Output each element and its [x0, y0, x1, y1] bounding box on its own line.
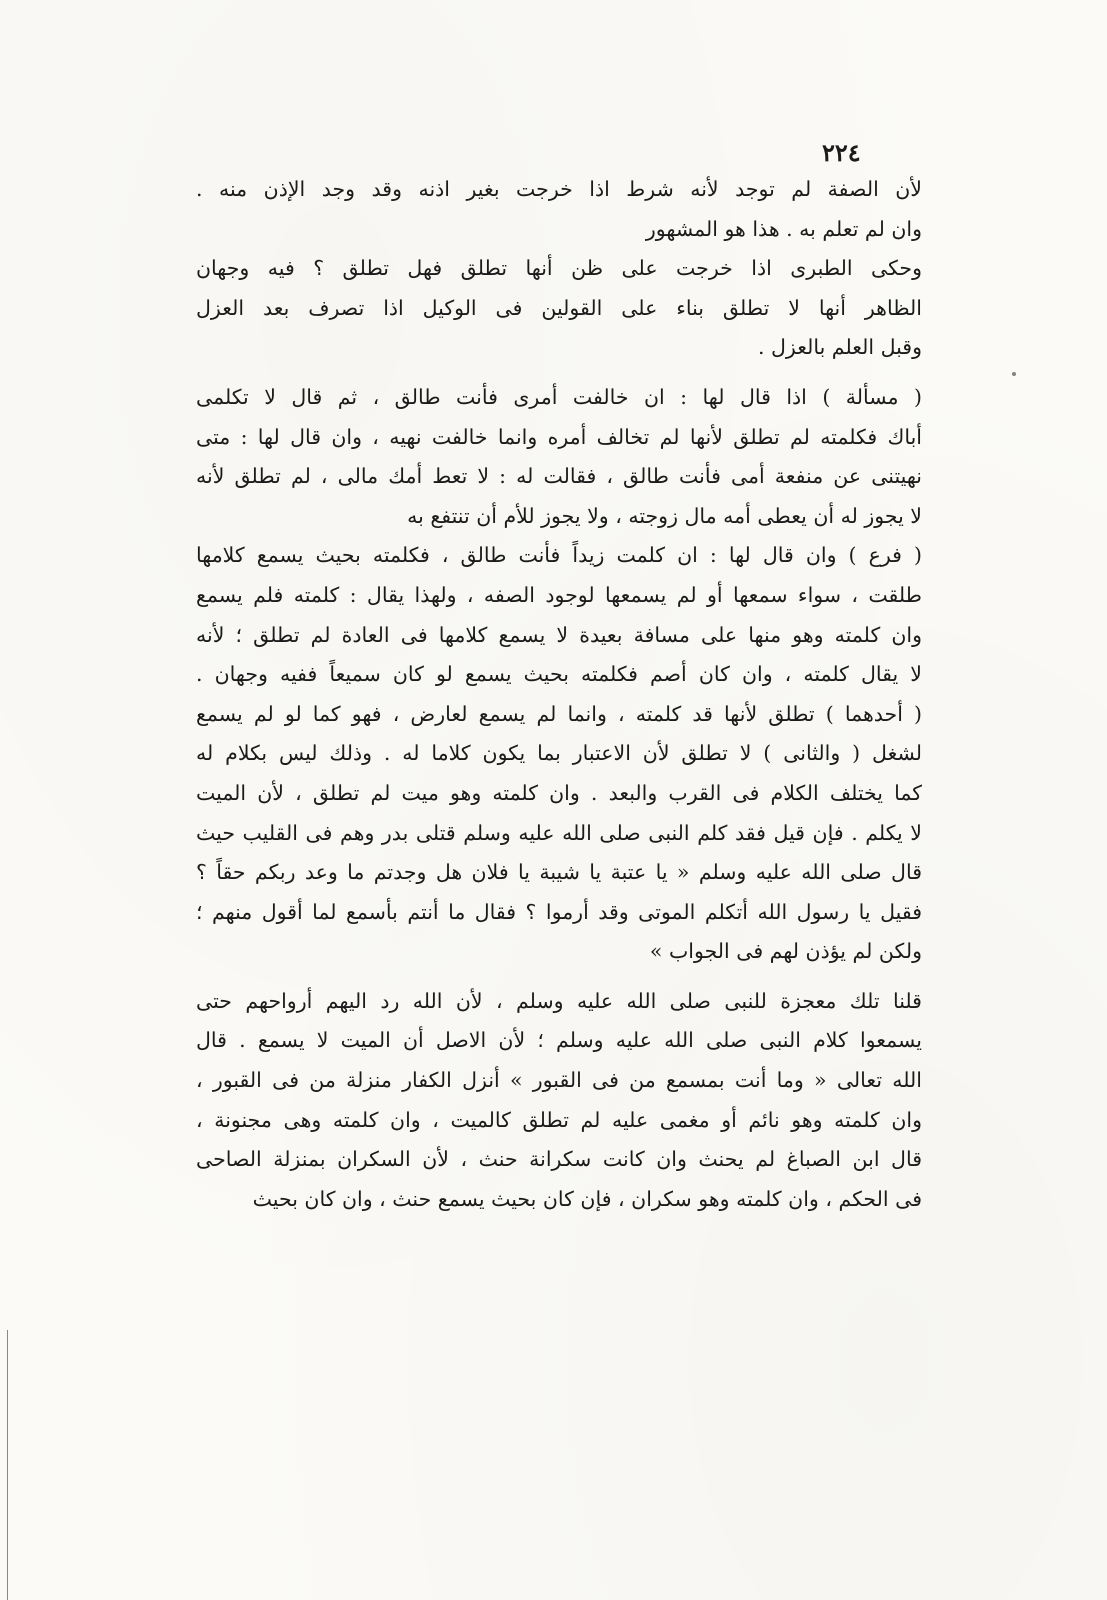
text-line: وحكى الطبرى اذا خرجت على ظن أنها تطلق فهل تطلق ؟ فيه وجهان: [196, 256, 922, 281]
text-line: ( مسألة ) اذا قال لها : ان خالفت أمرى فأنت طالق ، ثم قال لا تكلمى: [196, 384, 922, 409]
page-number: ٢٢٤: [822, 138, 861, 167]
paragraph: [196, 378, 922, 536]
text-line: الله تعالى « وما أنت بمسمع من فى القبور » أنزل الكفار منزلة من فى القبور ،: [196, 1068, 922, 1093]
paragraph: [196, 249, 922, 368]
text-line: ولكن لم يؤذن لهم فى الجواب »: [649, 939, 922, 964]
text-line: أباك فكلمته لم تطلق لأنها لم تخالف أمره وانما خالفت نهيه ، وان قال لها : متى: [196, 424, 922, 449]
text-line: وان كلمته وهو منها على مسافة بعيدة لا يسمع كلامها فى العادة لم تطلق ؛ لأنه: [196, 622, 922, 647]
text-line: ( أحدهما ) تطلق لأنها قد كلمته ، وانما لم يسمع لعارض ، فهو كما لو لم يسمع: [196, 701, 922, 726]
text-line: قلنا تلك معجزة للنبى صلى الله عليه وسلم ، لأن الله رد اليهم أرواحهم حتى: [196, 988, 922, 1013]
paragraph: [196, 170, 922, 249]
text-line: فى الحكم ، وان كلمته وهو سكران ، فإن كان بحيث يسمع حنث ، وان كان بحيث: [252, 1186, 922, 1211]
text-line: وقبل العلم بالعزل .: [757, 335, 922, 360]
scan-speck: [1012, 372, 1016, 376]
text-line: لأن الصفة لم توجد لأنه شرط اذا خرجت بغير اذنه وقد وجد الإذن منه .: [196, 177, 922, 201]
text-line: الظاهر أنها لا تطلق بناء على القولين فى الوكيل اذا تصرف بعد العزل: [196, 295, 922, 320]
text-line: لا يقال كلمته ، وان كان أصم فكلمته بحيث يسمع لو كان سميعاً ففيه وجهان .: [196, 662, 922, 687]
text-line: نهيتنى عن منفعة أمى فأنت طالق ، فقالت له : لا تعط أمك مالى ، لم تطلق لأنه: [196, 464, 922, 489]
text-line: وان كلمته وهو نائم أو مغمى عليه لم تطلق كالميت ، وان كلمته وهى مجنونة ،: [196, 1107, 922, 1132]
paragraph: [196, 536, 922, 972]
paragraph: [196, 982, 922, 1220]
text-line: كما يختلف الكلام فى القرب والبعد . وان كلمته وهو ميت لم تطلق ، لأن الميت: [196, 780, 922, 805]
text-line: يسمعوا كلام النبى صلى الله عليه وسلم ؛ لأن الاصل أن الميت لا يسمع . قال: [196, 1028, 922, 1053]
text-line: وان لم تعلم به . هذا هو المشهور: [645, 216, 922, 241]
text-line: لا يكلم . فإن قيل فقد كلم النبى صلى الله عليه وسلم قتلى بدر وهم فى القليب حيث: [196, 820, 922, 845]
text-line: لشغل ( والثانى ) لا تطلق لأن الاعتبار بما يكون كلاما له . وذلك ليس بكلام له: [196, 741, 922, 766]
body-text: [196, 170, 922, 1219]
binding-edge-line: [7, 1330, 8, 1600]
text-line: طلقت ، سواء سمعها أو لم يسمعها لوجود الصفه ، ولهذا يقال : كلمته فلم يسمع: [196, 582, 922, 607]
text-line: فقيل يا رسول الله أتكلم الموتى وقد أرموا ؟ فقال ما أنتم بأسمع لما أقول منهم ؛: [196, 899, 922, 924]
text-line: ( فرع ) وان قال لها : ان كلمت زيداً فأنت طالق ، فكلمته بحيث يسمع كلامها: [196, 543, 922, 568]
text-line: لا يجوز له أن يعطى أمه مال زوجته ، ولا يجوز للأم أن تنتفع به: [407, 503, 922, 528]
text-line: قال صلى الله عليه وسلم « يا عتبة يا شيبة يا فلان هل وجدتم ما وعد ربكم حقاً ؟: [196, 860, 922, 885]
text-line: قال ابن الصباغ لم يحنث وان كانت سكرانة حنث ، لأن السكران بمنزلة الصاحى: [196, 1147, 922, 1172]
